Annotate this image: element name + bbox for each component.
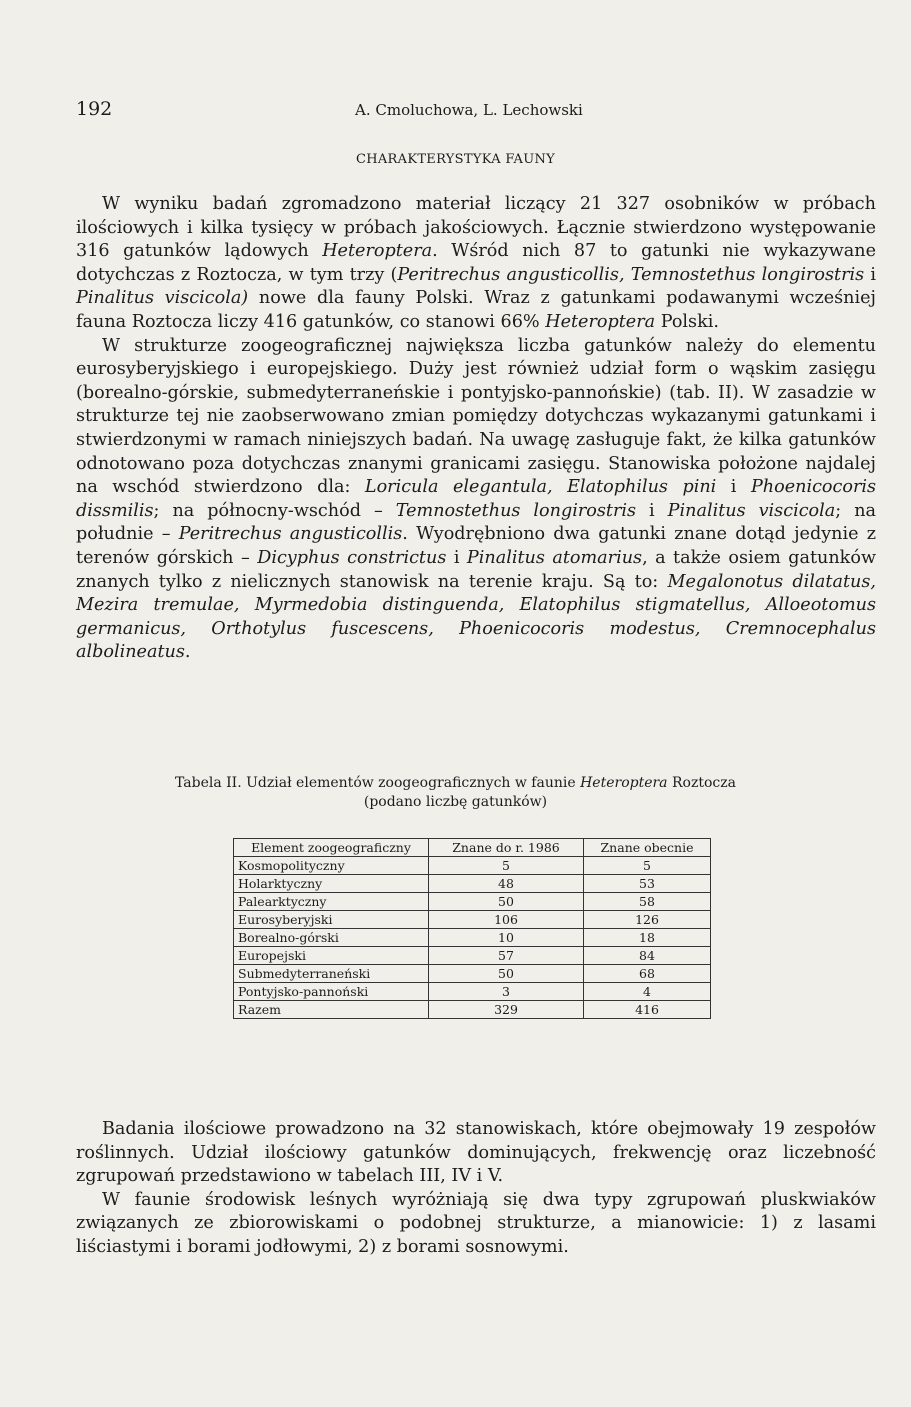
table-row xyxy=(234,947,711,965)
taxon-name: Heteroptera xyxy=(322,241,433,262)
section-title: CHARAKTERYSTYKA FAUNY xyxy=(355,152,556,167)
table-cell: 57 xyxy=(429,947,584,965)
table-cell: Submedyterraneński xyxy=(234,965,429,983)
taxon-name: Loricula elegantula, Elatophilus pini xyxy=(364,477,717,498)
body-text-after-table xyxy=(76,1118,876,1260)
column-header: Znane obecnie xyxy=(584,839,711,857)
taxon-name: Pinalitus viscicola) xyxy=(76,288,249,309)
table-cell: Europejski xyxy=(234,947,429,965)
table-cell: 3 xyxy=(429,983,584,1001)
text-run: . Wyodrębniono dwa gatunki znane dotąd jedynie z terenów górskich – xyxy=(76,524,876,568)
table-cell: 5 xyxy=(429,857,584,875)
caption-line-1 xyxy=(0,774,911,793)
table-cell: 416 xyxy=(584,1001,711,1019)
taxon-name: Phoenicocoris dissmilis xyxy=(76,477,877,521)
table-cell: Eurosyberyjski xyxy=(234,911,429,929)
table-cell: 4 xyxy=(584,983,711,1001)
text-run: i xyxy=(446,547,467,568)
table-row xyxy=(234,875,711,893)
taxon-name: Heteroptera xyxy=(545,311,656,332)
caption-text: Tabela II. Udział elementów zoogeograficznych w faunie xyxy=(175,775,581,791)
table-row xyxy=(234,983,711,1001)
taxon-name: Temnostethus longirostris xyxy=(395,500,637,521)
text-run: , a także osiem gatunków znanych tylko z nielicznych stanowisk na terenie kraju. Są to: xyxy=(76,547,876,592)
table-row xyxy=(234,911,711,929)
caption-text: Roztocza xyxy=(667,775,736,791)
table-cell: Pontyjsko-pannoński xyxy=(234,983,429,1001)
table-cell: 68 xyxy=(584,965,711,983)
text-run: W strukturze zoogeograficznej największa liczba gatunków należy do elementu eurosyberyjskiego i europejskiego. Duży jest również udział form o wąskim zasięgu (borealno-górskie, submedyterraneńskie i pontyjsko-pannońskie) (tab. II). W zasadzie w strukturze tej nie zaobserwowano zmian pomiędzy dotychczas wykazanymi gatunkami i stwierdzonymi w ramach niniejszych badań. Na uwagę zasługuje fakt, że kilka gatunków odnotowano poza dotychczas znanymi granicami zasięgu. Stanowiska położone najdalej na wschód stwierdzono dla: xyxy=(76,335,876,498)
table-header-row xyxy=(234,839,711,857)
text-run: i xyxy=(864,264,876,285)
table-cell: 126 xyxy=(584,911,711,929)
text-run: ; na południe – xyxy=(76,500,877,545)
table-cell: 50 xyxy=(429,893,584,911)
zoogeographic-table xyxy=(233,838,711,1019)
paragraph-3: Badania ilościowe prowadzono na 32 stanowiskach, które obejmowały 19 zespołów roślinnych. Udział ilościowy gatunków dominujących, frekwencję oraz liczebność zgrupowań przedstawiono w tabelach III, IV i V. xyxy=(76,1119,876,1187)
column-header: Znane do r. 1986 xyxy=(429,839,584,857)
table-cell: 10 xyxy=(429,929,584,947)
table-row xyxy=(234,893,711,911)
table-row-total xyxy=(234,1001,711,1019)
text-run: ; na północny-wschód – xyxy=(153,500,396,521)
table-row xyxy=(234,965,711,983)
text-run: W wyniku badań zgromadzono materiał liczący 21 327 osobników w próbach ilościowych i kilka tysięcy w próbach jakościowych. Łącznie stwierdzono występowanie 316 gatunków lądowych xyxy=(76,194,876,262)
table-cell: 84 xyxy=(584,947,711,965)
body-text-main xyxy=(76,193,876,665)
table-cell: 50 xyxy=(429,965,584,983)
text-run: . xyxy=(184,642,191,663)
taxon-name: Dicyphus constrictus xyxy=(257,547,447,568)
column-header: Element zoogeograficzny xyxy=(234,839,429,857)
page-number: 192 xyxy=(76,98,113,120)
table-row xyxy=(234,929,711,947)
table-cell: Razem xyxy=(234,1001,429,1019)
text-run: Polski. xyxy=(655,311,719,332)
caption-taxon: Heteroptera xyxy=(580,775,668,791)
table-cell: 329 xyxy=(429,1001,584,1019)
paragraph-2 xyxy=(76,335,876,665)
taxon-name: Pinalitus atomarius xyxy=(466,547,643,568)
table-caption xyxy=(0,774,911,812)
paragraph-1 xyxy=(76,193,876,335)
text-run: i xyxy=(636,500,668,521)
text-run: nowe dla fauny Polski. Wraz z gatunkami podawanymi wcześniej fauna Roztocza liczy 416 gatunków, co stanowi 66% xyxy=(76,288,876,332)
running-head: A. Cmoluchowa, L. Lechowski xyxy=(355,101,583,119)
taxon-name: Peritrechus angusticollis xyxy=(178,524,403,545)
caption-line-2: (podano liczbę gatunków) xyxy=(363,794,548,810)
taxon-name: Peritrechus angusticollis, Temnostethus longirostris xyxy=(397,264,865,285)
table-row xyxy=(234,857,711,875)
taxon-name: Pinalitus viscicola xyxy=(667,500,836,521)
table-cell: 58 xyxy=(584,893,711,911)
text-run: i xyxy=(716,477,751,498)
table-cell: 106 xyxy=(429,911,584,929)
paragraph-4: W faunie środowisk leśnych wyróżniają się dwa typy zgrupowań pluskwiaków związanych ze zbiorowiskami o podobnej strukturze, a mianowicie: 1) z lasami liściastymi i borami jodłowymi, 2) z borami sosnowymi. xyxy=(76,1189,876,1257)
table-cell: 18 xyxy=(584,929,711,947)
table-cell: 53 xyxy=(584,875,711,893)
table-cell: 5 xyxy=(584,857,711,875)
table-cell: Palearktyczny xyxy=(234,893,429,911)
table-cell: Kosmopolityczny xyxy=(234,857,429,875)
table-cell: 48 xyxy=(429,875,584,893)
table-cell: Borealno-górski xyxy=(234,929,429,947)
text-run: . Wśród nich 87 to gatunki nie wykazywane dotychczas z Roztocza, w tym trzy ( xyxy=(76,241,876,285)
table-cell: Holarktyczny xyxy=(234,875,429,893)
taxon-name: Megalonotus dilatatus, Mezira tremulae, Myrmedobia distinguenda, Elatophilus stigmatellus, Alloeotomus germanicus, Orthotylus fuscescens, Phoenicocoris modestus, Cremnocephalus albolineatus xyxy=(76,571,876,663)
